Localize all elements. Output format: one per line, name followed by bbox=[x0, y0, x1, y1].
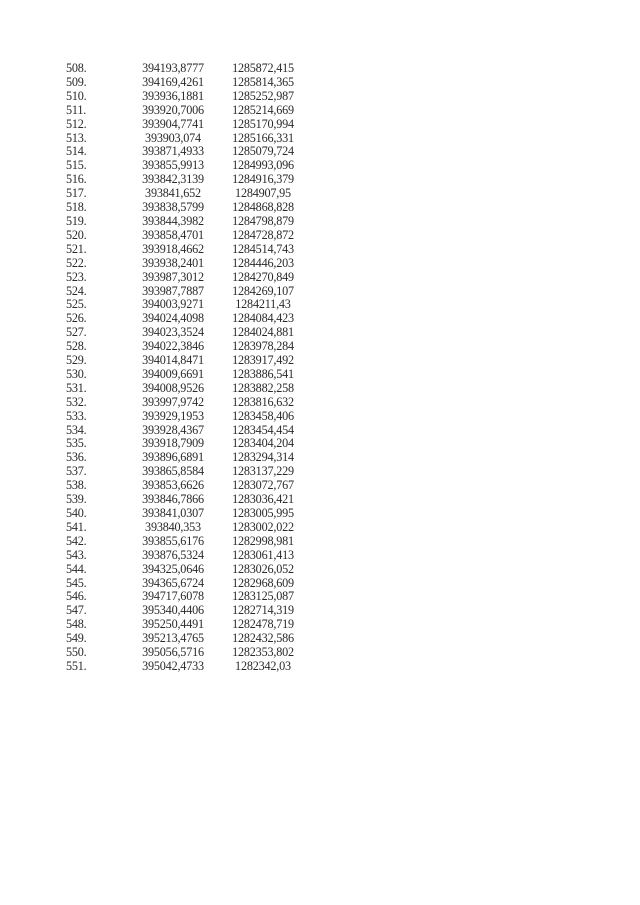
x-coordinate: 393840,353 bbox=[145, 519, 201, 534]
point-number: 532. bbox=[66, 394, 87, 409]
table-row bbox=[66, 76, 303, 90]
point-number: 511. bbox=[66, 102, 87, 117]
point-number: 536. bbox=[66, 450, 87, 465]
x-coordinate: 393865,8584 bbox=[142, 464, 204, 479]
table-row bbox=[66, 173, 303, 187]
point-number: 548. bbox=[66, 617, 87, 632]
y-coordinate: 1284868,828 bbox=[232, 200, 294, 215]
y-coordinate: 1283294,314 bbox=[232, 450, 294, 465]
table-row bbox=[66, 410, 303, 424]
point-number: 537. bbox=[66, 464, 87, 479]
table-row bbox=[66, 604, 303, 618]
y-coordinate: 1283026,052 bbox=[232, 561, 294, 576]
y-coordinate: 1285872,415 bbox=[232, 61, 294, 75]
table-row bbox=[66, 465, 303, 479]
x-coordinate: 394022,3846 bbox=[142, 339, 204, 354]
table-row bbox=[66, 243, 303, 257]
table-row bbox=[66, 437, 303, 451]
table-row bbox=[66, 62, 303, 76]
table-row bbox=[66, 354, 303, 368]
x-coordinate: 394169,4261 bbox=[142, 74, 204, 89]
y-coordinate: 1285166,331 bbox=[232, 130, 294, 145]
y-coordinate: 1284446,203 bbox=[232, 255, 294, 270]
point-number: 510. bbox=[66, 88, 87, 103]
x-coordinate: 393928,4367 bbox=[142, 422, 204, 437]
y-coordinate: 1283404,204 bbox=[232, 436, 294, 451]
y-coordinate: 1283072,767 bbox=[232, 478, 294, 493]
y-coordinate: 1282432,586 bbox=[232, 631, 294, 646]
point-number: 522. bbox=[66, 255, 87, 270]
x-coordinate: 395213,4765 bbox=[142, 631, 204, 646]
x-coordinate: 394008,9526 bbox=[142, 380, 204, 395]
x-coordinate: 393846,7866 bbox=[142, 492, 204, 507]
x-coordinate: 394009,6691 bbox=[142, 366, 204, 381]
table-row bbox=[66, 646, 303, 660]
x-coordinate: 393929,1953 bbox=[142, 408, 204, 423]
table-row bbox=[66, 201, 303, 215]
point-number: 528. bbox=[66, 339, 87, 354]
point-number: 529. bbox=[66, 353, 87, 368]
point-number: 542. bbox=[66, 533, 87, 548]
y-coordinate: 1283816,632 bbox=[232, 394, 294, 409]
table-row bbox=[66, 298, 303, 312]
x-coordinate: 394193,8777 bbox=[142, 61, 204, 75]
x-coordinate: 394024,4098 bbox=[142, 311, 204, 326]
x-coordinate: 394023,3524 bbox=[142, 325, 204, 340]
y-coordinate: 1285814,365 bbox=[232, 74, 294, 89]
y-coordinate: 1283458,406 bbox=[232, 408, 294, 423]
table-row bbox=[66, 521, 303, 535]
table-row bbox=[66, 312, 303, 326]
x-coordinate: 395056,5716 bbox=[142, 645, 204, 660]
table-row bbox=[66, 382, 303, 396]
y-coordinate: 1283137,229 bbox=[232, 464, 294, 479]
point-number: 515. bbox=[66, 158, 87, 173]
x-coordinate: 393920,7006 bbox=[142, 102, 204, 117]
x-coordinate: 393987,3012 bbox=[142, 269, 204, 284]
x-coordinate: 395340,4406 bbox=[142, 603, 204, 618]
table-row bbox=[66, 535, 303, 549]
x-coordinate: 393876,5324 bbox=[142, 547, 204, 562]
point-number: 525. bbox=[66, 297, 87, 312]
table-row bbox=[66, 340, 303, 354]
point-number: 512. bbox=[66, 116, 87, 131]
table-row bbox=[66, 159, 303, 173]
point-number: 543. bbox=[66, 547, 87, 562]
point-number: 520. bbox=[66, 227, 87, 242]
coordinate-table-body bbox=[66, 62, 303, 674]
point-number: 547. bbox=[66, 603, 87, 618]
table-row bbox=[66, 368, 303, 382]
table-row bbox=[66, 618, 303, 632]
y-coordinate: 1284514,743 bbox=[232, 241, 294, 256]
y-coordinate: 1283882,258 bbox=[232, 380, 294, 395]
y-coordinate: 1284024,881 bbox=[232, 325, 294, 340]
y-coordinate: 1285079,724 bbox=[232, 144, 294, 159]
table-row bbox=[66, 479, 303, 493]
point-number: 551. bbox=[66, 658, 87, 673]
point-number: 539. bbox=[66, 492, 87, 507]
point-number: 530. bbox=[66, 366, 87, 381]
point-number: 545. bbox=[66, 575, 87, 590]
table-row bbox=[66, 660, 303, 674]
y-coordinate: 1282998,981 bbox=[232, 533, 294, 548]
table-row bbox=[66, 118, 303, 132]
y-coordinate: 1283125,087 bbox=[232, 589, 294, 604]
coordinate-table bbox=[66, 62, 303, 674]
y-coordinate: 1282714,319 bbox=[232, 603, 294, 618]
x-coordinate: 393871,4933 bbox=[142, 144, 204, 159]
point-number: 534. bbox=[66, 422, 87, 437]
x-coordinate: 393855,6176 bbox=[142, 533, 204, 548]
point-number: 550. bbox=[66, 645, 87, 660]
point-number: 526. bbox=[66, 311, 87, 326]
x-coordinate: 393936,1881 bbox=[142, 88, 204, 103]
point-number: 518. bbox=[66, 200, 87, 215]
y-coordinate: 1284269,107 bbox=[232, 283, 294, 298]
x-coordinate: 393842,3139 bbox=[142, 172, 204, 187]
point-number: 523. bbox=[66, 269, 87, 284]
point-number: 541. bbox=[66, 519, 87, 534]
x-coordinate: 393853,6626 bbox=[142, 478, 204, 493]
x-coordinate: 393841,0307 bbox=[142, 506, 204, 520]
table-row bbox=[66, 549, 303, 563]
table-row bbox=[66, 493, 303, 507]
table-row bbox=[66, 187, 303, 201]
y-coordinate: 1283917,492 bbox=[232, 353, 294, 368]
point-number: 535. bbox=[66, 436, 87, 451]
x-coordinate: 395042,4733 bbox=[142, 658, 204, 673]
y-coordinate: 1282353,802 bbox=[232, 645, 294, 660]
point-number: 546. bbox=[66, 589, 87, 604]
point-number: 524. bbox=[66, 283, 87, 298]
y-coordinate: 1284993,096 bbox=[232, 158, 294, 173]
table-row bbox=[66, 90, 303, 104]
point-number: 513. bbox=[66, 130, 87, 145]
table-row bbox=[66, 257, 303, 271]
point-number: 519. bbox=[66, 213, 87, 228]
table-row bbox=[66, 396, 303, 410]
x-coordinate: 393896,6891 bbox=[142, 450, 204, 465]
y-coordinate: 1283002,022 bbox=[232, 519, 294, 534]
point-number: 544. bbox=[66, 561, 87, 576]
point-number: 509. bbox=[66, 74, 87, 89]
x-coordinate: 395250,4491 bbox=[142, 617, 204, 632]
table-row bbox=[66, 104, 303, 118]
y-coordinate: 1285170,994 bbox=[232, 116, 294, 131]
point-number: 508. bbox=[66, 61, 87, 75]
table-row bbox=[66, 424, 303, 438]
x-coordinate: 394717,6078 bbox=[142, 589, 204, 604]
y-coordinate: 1284798,879 bbox=[232, 213, 294, 228]
point-number: 531. bbox=[66, 380, 87, 395]
y-coordinate: 1283978,284 bbox=[232, 339, 294, 354]
point-number: 514. bbox=[66, 144, 87, 159]
y-coordinate: 1282342,03 bbox=[235, 658, 291, 673]
table-row bbox=[66, 285, 303, 299]
table-row bbox=[66, 215, 303, 229]
y-coordinate: 1285252,987 bbox=[232, 88, 294, 103]
x-coordinate: 393855,9913 bbox=[142, 158, 204, 173]
point-number: 516. bbox=[66, 172, 87, 187]
x-coordinate: 393938,2401 bbox=[142, 255, 204, 270]
x-coordinate: 393997,9742 bbox=[142, 394, 204, 409]
table-row bbox=[66, 451, 303, 465]
x-coordinate: 393903,074 bbox=[145, 130, 201, 145]
y-coordinate: 1282968,609 bbox=[232, 575, 294, 590]
y-coordinate: 1283454,454 bbox=[232, 422, 294, 437]
table-row bbox=[66, 507, 303, 521]
table-row bbox=[66, 563, 303, 577]
x-coordinate: 393918,7909 bbox=[142, 436, 204, 451]
x-coordinate: 394365,6724 bbox=[142, 575, 204, 590]
table-row bbox=[66, 145, 303, 159]
y-coordinate: 1285214,669 bbox=[232, 102, 294, 117]
y-coordinate: 1284916,379 bbox=[232, 172, 294, 187]
x-coordinate: 393904,7741 bbox=[142, 116, 204, 131]
table-row bbox=[66, 590, 303, 604]
y-coordinate: 1283061,413 bbox=[232, 547, 294, 562]
y-coordinate: 1284270,849 bbox=[232, 269, 294, 284]
x-coordinate: 393838,5799 bbox=[142, 200, 204, 215]
x-coordinate: 393918,4662 bbox=[142, 241, 204, 256]
table-row bbox=[66, 577, 303, 591]
point-number: 533. bbox=[66, 408, 87, 423]
y-coordinate: 1284211,43 bbox=[235, 297, 291, 312]
table-row bbox=[66, 132, 303, 146]
table-row bbox=[66, 632, 303, 646]
y-coordinate: 1284728,872 bbox=[232, 227, 294, 242]
point-number: 540. bbox=[66, 506, 87, 520]
point-number: 538. bbox=[66, 478, 87, 493]
x-coordinate: 394003,9271 bbox=[142, 297, 204, 312]
x-coordinate: 393987,7887 bbox=[142, 283, 204, 298]
x-coordinate: 394325,0646 bbox=[142, 561, 204, 576]
point-number: 527. bbox=[66, 325, 87, 340]
y-coordinate: 1283036,421 bbox=[232, 492, 294, 507]
table-row bbox=[66, 229, 303, 243]
x-coordinate: 393844,3982 bbox=[142, 213, 204, 228]
y-coordinate: 1284907,95 bbox=[235, 186, 291, 201]
x-coordinate: 394014,8471 bbox=[142, 353, 204, 368]
table-row bbox=[66, 326, 303, 340]
y-coordinate: 1282478,719 bbox=[232, 617, 294, 632]
x-coordinate: 393841,652 bbox=[145, 186, 201, 201]
x-coordinate: 393858,4701 bbox=[142, 227, 204, 242]
point-number: 521. bbox=[66, 241, 87, 256]
y-coordinate: 1283886,541 bbox=[232, 366, 294, 381]
table-row bbox=[66, 271, 303, 285]
y-coordinate: 1283005,995 bbox=[232, 506, 294, 520]
y-coordinate: 1284084,423 bbox=[232, 311, 294, 326]
point-number: 549. bbox=[66, 631, 87, 646]
point-number: 517. bbox=[66, 186, 87, 201]
